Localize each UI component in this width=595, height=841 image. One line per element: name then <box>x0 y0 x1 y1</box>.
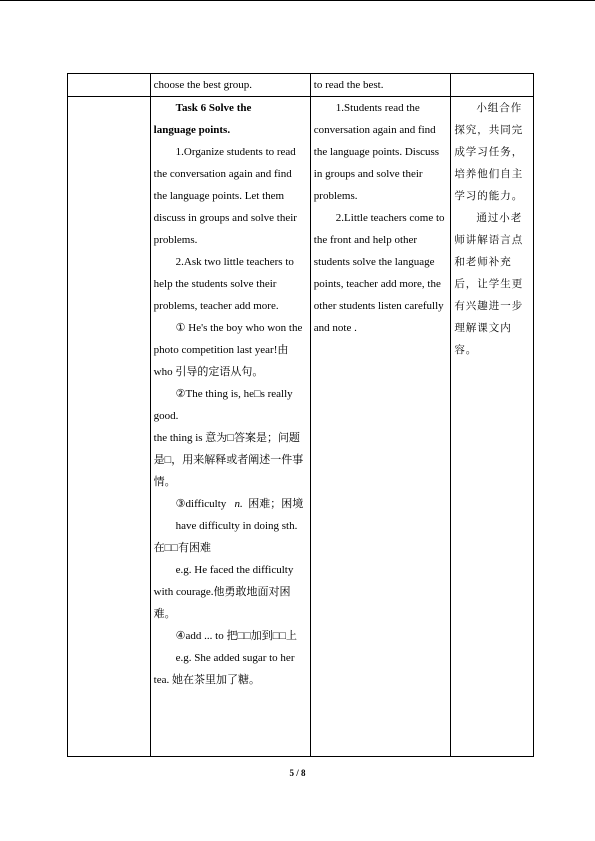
page-number: 5 / 8 <box>289 768 306 778</box>
task-title-line-2: language points. <box>153 124 231 136</box>
student-step-1: 1.Students read the conversation again and find the language points. Discuss in groups and solve their problems. <box>313 102 440 202</box>
language-point-4-example: e.g. She added sugar to her tea. 她在茶里加了糖。 <box>153 652 295 686</box>
design-intent-2: 通过小老师讲解语言点和老师补充后，让学生更有兴趣进一步理解课文内容。 <box>454 212 524 356</box>
language-point-1: ① He's the boy who won the photo competition last year!由 who 引导的定语从句。 <box>153 322 303 378</box>
student-step-2: 2.Little teachers come to the front and help other students solve the language points, teacher add more, the other students listen carefully and note . <box>313 212 445 334</box>
teacher-activity-cell <box>150 74 310 97</box>
table-row <box>68 74 534 97</box>
student-activity-cell <box>310 74 451 97</box>
design-intent-cell <box>451 97 534 757</box>
point-3-word: ③difficulty <box>175 498 227 510</box>
language-point-2-explanation: the thing is 意为□答案是；问题是□，用来解释或者阐述一件事情。 <box>153 432 304 488</box>
design-intent-1: 小组合作探究，共同完成学习任务，培养他们自主学习的能力。 <box>454 102 524 202</box>
table-row <box>68 97 534 757</box>
lesson-plan-table <box>67 73 534 757</box>
student-activity-text: to read the best. <box>313 79 384 91</box>
teacher-step-2: 2.Ask two little teachers to help the students solve their problems, teacher add more. <box>153 256 294 312</box>
language-point-3 <box>154 493 307 515</box>
language-point-3-phrase: have difficulty in doing sth. 在□□有困难 <box>153 520 298 554</box>
stage-cell <box>68 74 151 97</box>
student-activity-cell <box>310 97 451 757</box>
stage-cell <box>68 97 151 757</box>
point-3-meaning: 困难；困境 <box>248 498 304 510</box>
language-point-3-example: e.g. He faced the difficulty with courage.他勇敢地面对困难。 <box>153 564 294 620</box>
task-title: Task 6 Solve the <box>175 102 252 114</box>
design-intent-cell <box>451 74 534 97</box>
point-3-part-of-speech: n. <box>234 498 243 510</box>
page-top-rule <box>0 0 595 1</box>
teacher-activity-cell <box>150 97 310 757</box>
teacher-activity-text: choose the best group. <box>153 79 253 91</box>
language-point-2: ②The thing is, he□s really good. <box>153 388 293 422</box>
language-point-4: ④add ... to 把□□加到□□上 <box>175 630 298 642</box>
teacher-step-1: 1.Organize students to read the conversation again and find the language points. Let them discuss in groups and solve their problems. <box>153 146 297 246</box>
